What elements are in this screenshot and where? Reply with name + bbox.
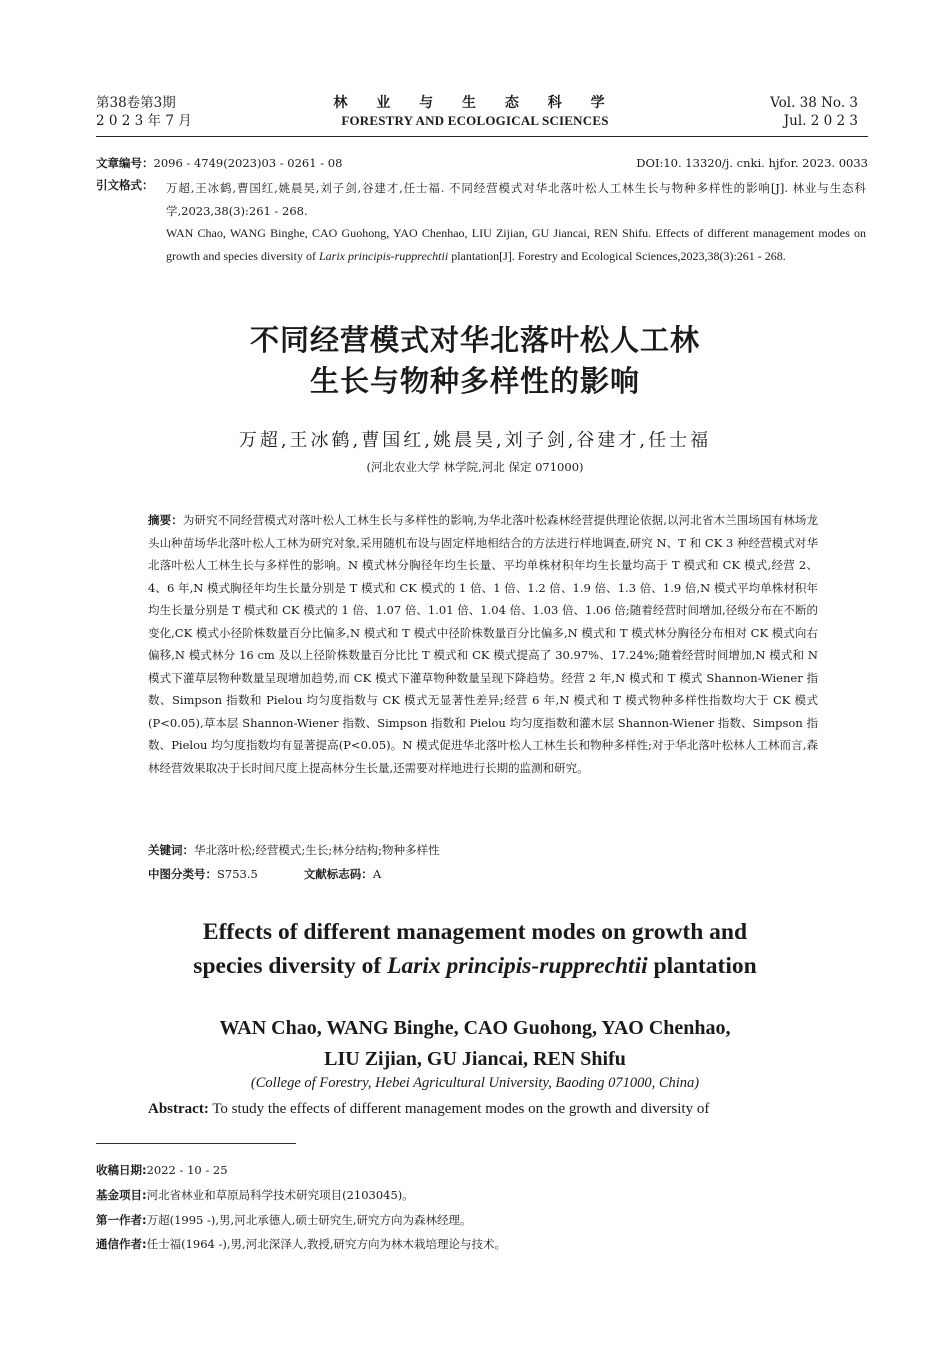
header-volume-en: Vol. 38 No. 3 — [770, 95, 858, 111]
header-date-cn: 2 0 2 3 年 7 月 — [96, 113, 192, 129]
footnote-corresponding-author — [96, 1235, 506, 1253]
title-cn-line1: 不同经营模式对华北落叶松人工林 — [249, 323, 700, 357]
article-number — [96, 152, 342, 174]
authors-en-line2: LIU Zijian, GU Jiancai, REN Shifu — [324, 1048, 626, 1070]
doc-code-value: A — [372, 867, 382, 881]
citation-en — [166, 222, 866, 267]
abstract-cn-label: 摘要： — [148, 513, 183, 527]
keywords-label: 关键词： — [148, 843, 194, 857]
abstract-en-label: Abstract: — [148, 1101, 209, 1117]
footnote-received — [96, 1161, 228, 1179]
keywords — [148, 842, 440, 858]
article-number-value: 2096 - 4749(2023)03 - 0261 - 08 — [153, 156, 343, 170]
title-en-species: Larix principis-rupprechtii — [387, 953, 648, 979]
doc-code-label: 文献标志码： — [303, 867, 373, 881]
fund-label: 基金项目: — [96, 1188, 147, 1202]
clc-value: S753.5 — [217, 867, 258, 881]
affiliation-cn: (河北农业大学 林学院,河北 保定 071000) — [366, 460, 584, 474]
header-divider — [96, 136, 868, 137]
header-volume-cn: 第38卷第3期 — [96, 95, 176, 111]
citation-en-part1: WAN Chao, WANG Binghe, CAO Guohong, YAO Chenhao, LIU Zijian, GU Jiancai, REN Shifu. Effects of different management modes on growth and species diversity of — [166, 226, 866, 263]
authors-en-line1: WAN Chao, WANG Binghe, CAO Guohong, YAO Chenhao, — [219, 1017, 731, 1039]
received-value: 2022 - 10 - 25 — [146, 1163, 228, 1177]
abstract-en-text: To study the effects of different management modes on the growth and diversity of — [212, 1101, 710, 1117]
header-volume-issue-en — [770, 94, 858, 130]
authors-cn: 万超,王冰鹤,曹国红,姚晨昊,刘子剑,谷建才,任士福 — [238, 430, 712, 451]
affiliation-en — [0, 1075, 950, 1092]
title-en-line2-pre: species diversity of — [193, 953, 388, 979]
first-author-label: 第一作者: — [96, 1213, 147, 1227]
received-label: 收稿日期: — [96, 1163, 147, 1177]
footnote-fund — [96, 1186, 414, 1204]
title-en-line2 — [0, 949, 950, 983]
title-cn-line2: 生长与物种多样性的影响 — [309, 364, 640, 398]
fund-value: 河北省林业和草原局科学技术研究项目(2103045)。 — [146, 1188, 414, 1202]
citation-label: 引文格式： — [96, 178, 154, 192]
affiliation-en-text: (College of Forestry, Hebei Agricultural University, Baoding 071000, China) — [250, 1075, 700, 1091]
title-en-line2-post: plantation — [647, 953, 757, 979]
keywords-text: 华北落叶松;经营模式;生长;林分结构;物种多样性 — [194, 843, 440, 857]
footnote-divider — [96, 1143, 296, 1144]
citation-en-species: Larix principis-rupprechtii — [318, 248, 449, 263]
corresponding-value: 任士福(1964 -),男,河北深泽人,教授,研究方向为林木栽培理论与技术。 — [146, 1237, 507, 1251]
abstract-cn — [148, 509, 818, 779]
classification — [148, 866, 381, 882]
journal-title-cn: 林 业 与 生 态 科 学 — [333, 95, 617, 111]
doi[interactable]: DOI:10. 13320/j. cnki. hjfor. 2023. 0033 — [636, 156, 868, 170]
header-date-en: Jul. 2 0 2 3 — [783, 113, 858, 129]
title-en — [0, 915, 950, 983]
clc-label: 中图分类号： — [148, 867, 217, 881]
citation-cn: 万超,王冰鹤,曹国红,姚晨昊,刘子剑,谷建才,任士福. 不同经营模式对华北落叶松人工林生长与物种多样性的影响[J]. 林业与生态科学,2023,38(3):261 - 268. — [166, 181, 866, 218]
title-cn — [0, 320, 950, 402]
article-number-label: 文章编号： — [96, 156, 154, 170]
journal-title-en: FORESTRY AND ECOLOGICAL SCIENCES — [341, 113, 609, 128]
first-author-value: 万超(1995 -),男,河北承德人,硕士研究生,研究方向为森林经理。 — [146, 1213, 472, 1227]
abstract-en — [148, 1101, 709, 1118]
title-en-line1: Effects of different management modes on growth and — [202, 919, 748, 945]
abstract-cn-text: 为研究不同经营模式对落叶松人工林生长与多样性的影响,为华北落叶松森林经营提供理论依据,以河北省木兰围场国有林场龙头山种苗场华北落叶松人工林为研究对象,采用随机布设与固定样地相结合的方法进行样地调查,研究 N、T 和 CK 3 种经营模式对华北落叶松人工林生长与多样性的影响。N 模式林分胸径年均生长量、平均单株材积年均生长量均高于 T 模式和 CK 模式,经营 2、4、6 年,N 模式胸径年均生长量分别是 T 模式和 CK 模式的 1 倍、1 倍、1.2 倍、1.9 倍、1.3 倍、1.9 倍,N 模式平均单株材积年均生长量分别是 T 模式和 CK 模式的 1 倍、1.07 倍、1.01 倍、1.04 倍、1.03 倍、1.06 倍;随着经营时间增加,径级分布在不断的变化,CK 模式小径阶株数量百分比偏多,N 模式和 T 模式中径阶株数量百分比偏多,N 模式和 T 模式林分胸径分布相对 CK 模式向右偏移,N 模式林分 16 cm 及以上径阶株数量百分比比 T 模式和 CK 模式提高了 30.97%、17.24%;随着经营时间增加,N 模式和 N 模式下灌草层物种数量呈现增加趋势,而 CK 模式下灌草物种数量呈现下降趋势。经营 2 年,N 模式和 T 模式 Shannon-Wiener 指数、Simpson 指数和 Pielou 均匀度指数与 CK 模式无显著性差异;经营 6 年,N 模式和 T 模式物种多样性指数均大于 CK 模式(P<0.05),草本层 Shannon-Wiener 指数、Simpson 指数和 Pielou 均匀度指数和灌木层 Shannon-Wiener 指数、Simpson 指数、Pielou 均匀度指数均有显著提高(P<0.05)。N 模式促进华北落叶松人工林生长和物种多样性;对于华北落叶松林人工林而言,森林经营效果取决于长时间尺度上提高林分生长量,还需要对样地进行长期的监测和研究。 — [148, 513, 818, 775]
corresponding-label: 通信作者: — [96, 1237, 147, 1251]
footnote-first-author — [96, 1211, 472, 1229]
citation-en-part2: plantation[J]. Forestry and Ecological Sciences,2023,38(3):261 - 268. — [448, 248, 786, 263]
authors-en — [0, 1013, 950, 1075]
